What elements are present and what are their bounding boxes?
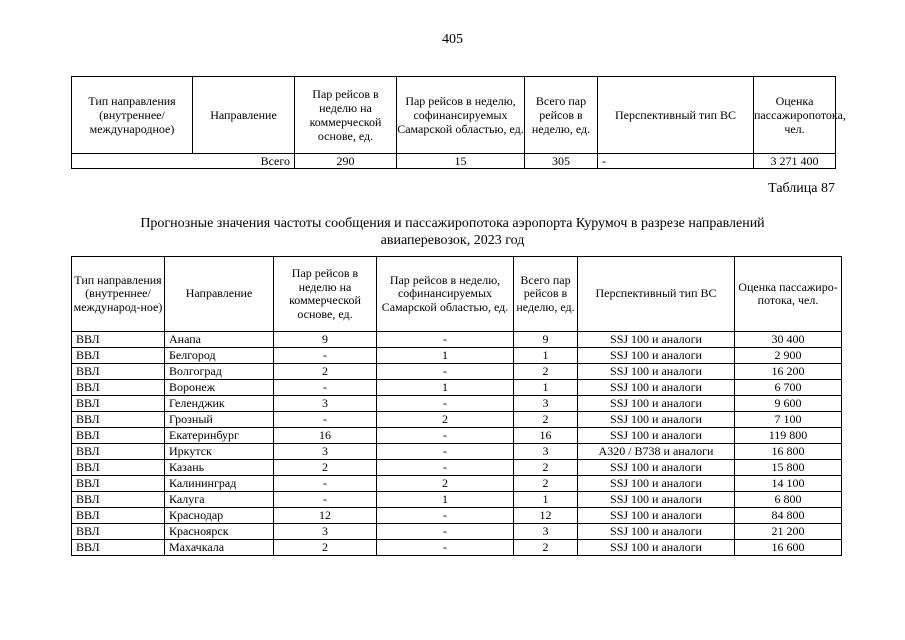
cell-cofinanced: - <box>377 524 514 540</box>
table-row <box>72 380 842 396</box>
header-passengers: Оценка пассажиропотока, чел. <box>754 77 836 154</box>
header-direction: Направление <box>193 77 295 154</box>
cell-commercial: - <box>274 492 377 508</box>
cell-direction: Белгород <box>165 348 274 364</box>
cell-direction: Грозный <box>165 412 274 428</box>
cell-commercial: - <box>274 412 377 428</box>
cell-cofinanced: - <box>377 540 514 556</box>
cell-total: 2 <box>514 412 578 428</box>
cell-aircraft: SSJ 100 и аналоги <box>578 364 735 380</box>
cell-type: ВВЛ <box>72 540 165 556</box>
cell-aircraft: SSJ 100 и аналоги <box>578 428 735 444</box>
header-commercial: Пар рейсов в неделю на коммерческой основе, ед. <box>274 257 377 332</box>
cell-commercial: 12 <box>274 508 377 524</box>
cell-type: ВВЛ <box>72 412 165 428</box>
table-row <box>72 508 842 524</box>
cell-type: ВВЛ <box>72 364 165 380</box>
cell-total: 3 <box>514 524 578 540</box>
cell-direction: Иркутск <box>165 444 274 460</box>
main-table <box>71 256 842 556</box>
cell-direction: Краснодар <box>165 508 274 524</box>
cell-aircraft: SSJ 100 и аналоги <box>578 524 735 540</box>
cell-aircraft: SSJ 100 и аналоги <box>578 492 735 508</box>
cell-cofinanced: - <box>377 396 514 412</box>
cell-type: ВВЛ <box>72 380 165 396</box>
cell-cofinanced: 2 <box>377 476 514 492</box>
cell-total: 2 <box>514 460 578 476</box>
cell-direction: Екатеринбург <box>165 428 274 444</box>
table-row <box>72 444 842 460</box>
cell-passengers: 84 800 <box>735 508 842 524</box>
total-passengers: 3 271 400 <box>754 154 836 169</box>
cell-commercial: 2 <box>274 460 377 476</box>
cell-total: 3 <box>514 444 578 460</box>
cell-cofinanced: - <box>377 444 514 460</box>
cell-type: ВВЛ <box>72 508 165 524</box>
cell-type: ВВЛ <box>72 332 165 348</box>
page-number: 405 <box>442 32 463 47</box>
cell-direction: Красноярск <box>165 524 274 540</box>
table-label: Таблица 87 <box>768 181 835 196</box>
cell-total: 9 <box>514 332 578 348</box>
header-aircraft: Перспективный тип ВС <box>598 77 754 154</box>
table-header-row <box>72 257 842 332</box>
cell-passengers: 2 900 <box>735 348 842 364</box>
cell-commercial: 2 <box>274 540 377 556</box>
cell-aircraft: SSJ 100 и аналоги <box>578 396 735 412</box>
cell-commercial: 16 <box>274 428 377 444</box>
header-total: Всего пар рейсов в неделю, ед. <box>525 77 598 154</box>
cell-type: ВВЛ <box>72 460 165 476</box>
cell-total: 1 <box>514 380 578 396</box>
cell-passengers: 16 200 <box>735 364 842 380</box>
cell-passengers: 6 700 <box>735 380 842 396</box>
table-row <box>72 428 842 444</box>
cell-total: 1 <box>514 348 578 364</box>
cell-total: 16 <box>514 428 578 444</box>
table-title <box>60 215 845 249</box>
cell-direction: Волгоград <box>165 364 274 380</box>
total-aircraft: - <box>598 154 754 169</box>
header-commercial: Пар рейсов в неделю на коммерческой основе, ед. <box>295 77 397 154</box>
total-total: 305 <box>525 154 598 169</box>
table-row <box>72 332 842 348</box>
table-row <box>72 492 842 508</box>
header-aircraft: Перспективный тип ВС <box>578 257 735 332</box>
total-cofinanced: 15 <box>397 154 525 169</box>
table-title-line-1: Прогнозные значения частоты сообщения и пассажиропотока аэропорта Курумоч в разрезе направлений <box>140 216 765 231</box>
cell-commercial: 3 <box>274 444 377 460</box>
table-row <box>72 540 842 556</box>
cell-commercial: - <box>274 476 377 492</box>
table-row <box>72 364 842 380</box>
cell-commercial: 3 <box>274 524 377 540</box>
cell-cofinanced: - <box>377 508 514 524</box>
cell-passengers: 6 800 <box>735 492 842 508</box>
previous-table-fragment <box>71 76 846 169</box>
cell-aircraft: SSJ 100 и аналоги <box>578 348 735 364</box>
cell-passengers: 7 100 <box>735 412 842 428</box>
table-row <box>72 460 842 476</box>
cell-type: ВВЛ <box>72 396 165 412</box>
table-title-line-2: авиаперевозок, 2023 год <box>380 233 525 248</box>
table-row <box>72 524 842 540</box>
cell-total: 2 <box>514 476 578 492</box>
cell-passengers: 119 800 <box>735 428 842 444</box>
cell-cofinanced: - <box>377 364 514 380</box>
cell-cofinanced: 1 <box>377 492 514 508</box>
cell-aircraft: A320 / B738 и аналоги <box>578 444 735 460</box>
cell-aircraft: SSJ 100 и аналоги <box>578 508 735 524</box>
cell-direction: Калуга <box>165 492 274 508</box>
table-row <box>72 412 842 428</box>
cell-cofinanced: - <box>377 332 514 348</box>
cell-total: 3 <box>514 396 578 412</box>
header-type: Тип направления (внутреннее/ международ-ное) <box>72 257 165 332</box>
header-cofinanced: Пар рейсов в неделю, софинансируемых Самарской областью, ед. <box>397 77 525 154</box>
total-row <box>72 154 836 169</box>
cell-type: ВВЛ <box>72 444 165 460</box>
cell-passengers: 21 200 <box>735 524 842 540</box>
header-direction: Направление <box>165 257 274 332</box>
table-row <box>72 396 842 412</box>
cell-aircraft: SSJ 100 и аналоги <box>578 412 735 428</box>
cell-aircraft: SSJ 100 и аналоги <box>578 540 735 556</box>
cell-type: ВВЛ <box>72 492 165 508</box>
cell-commercial: - <box>274 348 377 364</box>
cell-aircraft: SSJ 100 и аналоги <box>578 476 735 492</box>
cell-direction: Махачкала <box>165 540 274 556</box>
cell-total: 1 <box>514 492 578 508</box>
cell-direction: Казань <box>165 460 274 476</box>
cell-passengers: 9 600 <box>735 396 842 412</box>
cell-commercial: 9 <box>274 332 377 348</box>
table-row <box>72 348 842 364</box>
header-passengers: Оценка пассажиро-потока, чел. <box>735 257 842 332</box>
cell-total: 12 <box>514 508 578 524</box>
header-cofinanced: Пар рейсов в неделю, софинансируемых Самарской областью, ед. <box>377 257 514 332</box>
cell-cofinanced: 1 <box>377 348 514 364</box>
cell-aircraft: SSJ 100 и аналоги <box>578 380 735 396</box>
cell-aircraft: SSJ 100 и аналоги <box>578 332 735 348</box>
cell-direction: Калининград <box>165 476 274 492</box>
cell-direction: Воронеж <box>165 380 274 396</box>
cell-type: ВВЛ <box>72 348 165 364</box>
cell-cofinanced: - <box>377 428 514 444</box>
cell-type: ВВЛ <box>72 428 165 444</box>
header-type: Тип направления (внутреннее/ международное) <box>72 77 193 154</box>
cell-passengers: 16 600 <box>735 540 842 556</box>
cell-cofinanced: - <box>377 460 514 476</box>
cell-cofinanced: 1 <box>377 380 514 396</box>
cell-type: ВВЛ <box>72 524 165 540</box>
cell-passengers: 16 800 <box>735 444 842 460</box>
cell-commercial: - <box>274 380 377 396</box>
cell-direction: Анапа <box>165 332 274 348</box>
total-commercial: 290 <box>295 154 397 169</box>
cell-total: 2 <box>514 364 578 380</box>
cell-passengers: 15 800 <box>735 460 842 476</box>
total-label: Всего <box>72 154 295 169</box>
cell-cofinanced: 2 <box>377 412 514 428</box>
cell-aircraft: SSJ 100 и аналоги <box>578 460 735 476</box>
header-total: Всего пар рейсов в неделю, ед. <box>514 257 578 332</box>
cell-type: ВВЛ <box>72 476 165 492</box>
cell-passengers: 14 100 <box>735 476 842 492</box>
cell-direction: Геленджик <box>165 396 274 412</box>
cell-total: 2 <box>514 540 578 556</box>
cell-passengers: 30 400 <box>735 332 842 348</box>
table-header-row <box>72 77 836 154</box>
cell-commercial: 3 <box>274 396 377 412</box>
table-row <box>72 476 842 492</box>
cell-commercial: 2 <box>274 364 377 380</box>
